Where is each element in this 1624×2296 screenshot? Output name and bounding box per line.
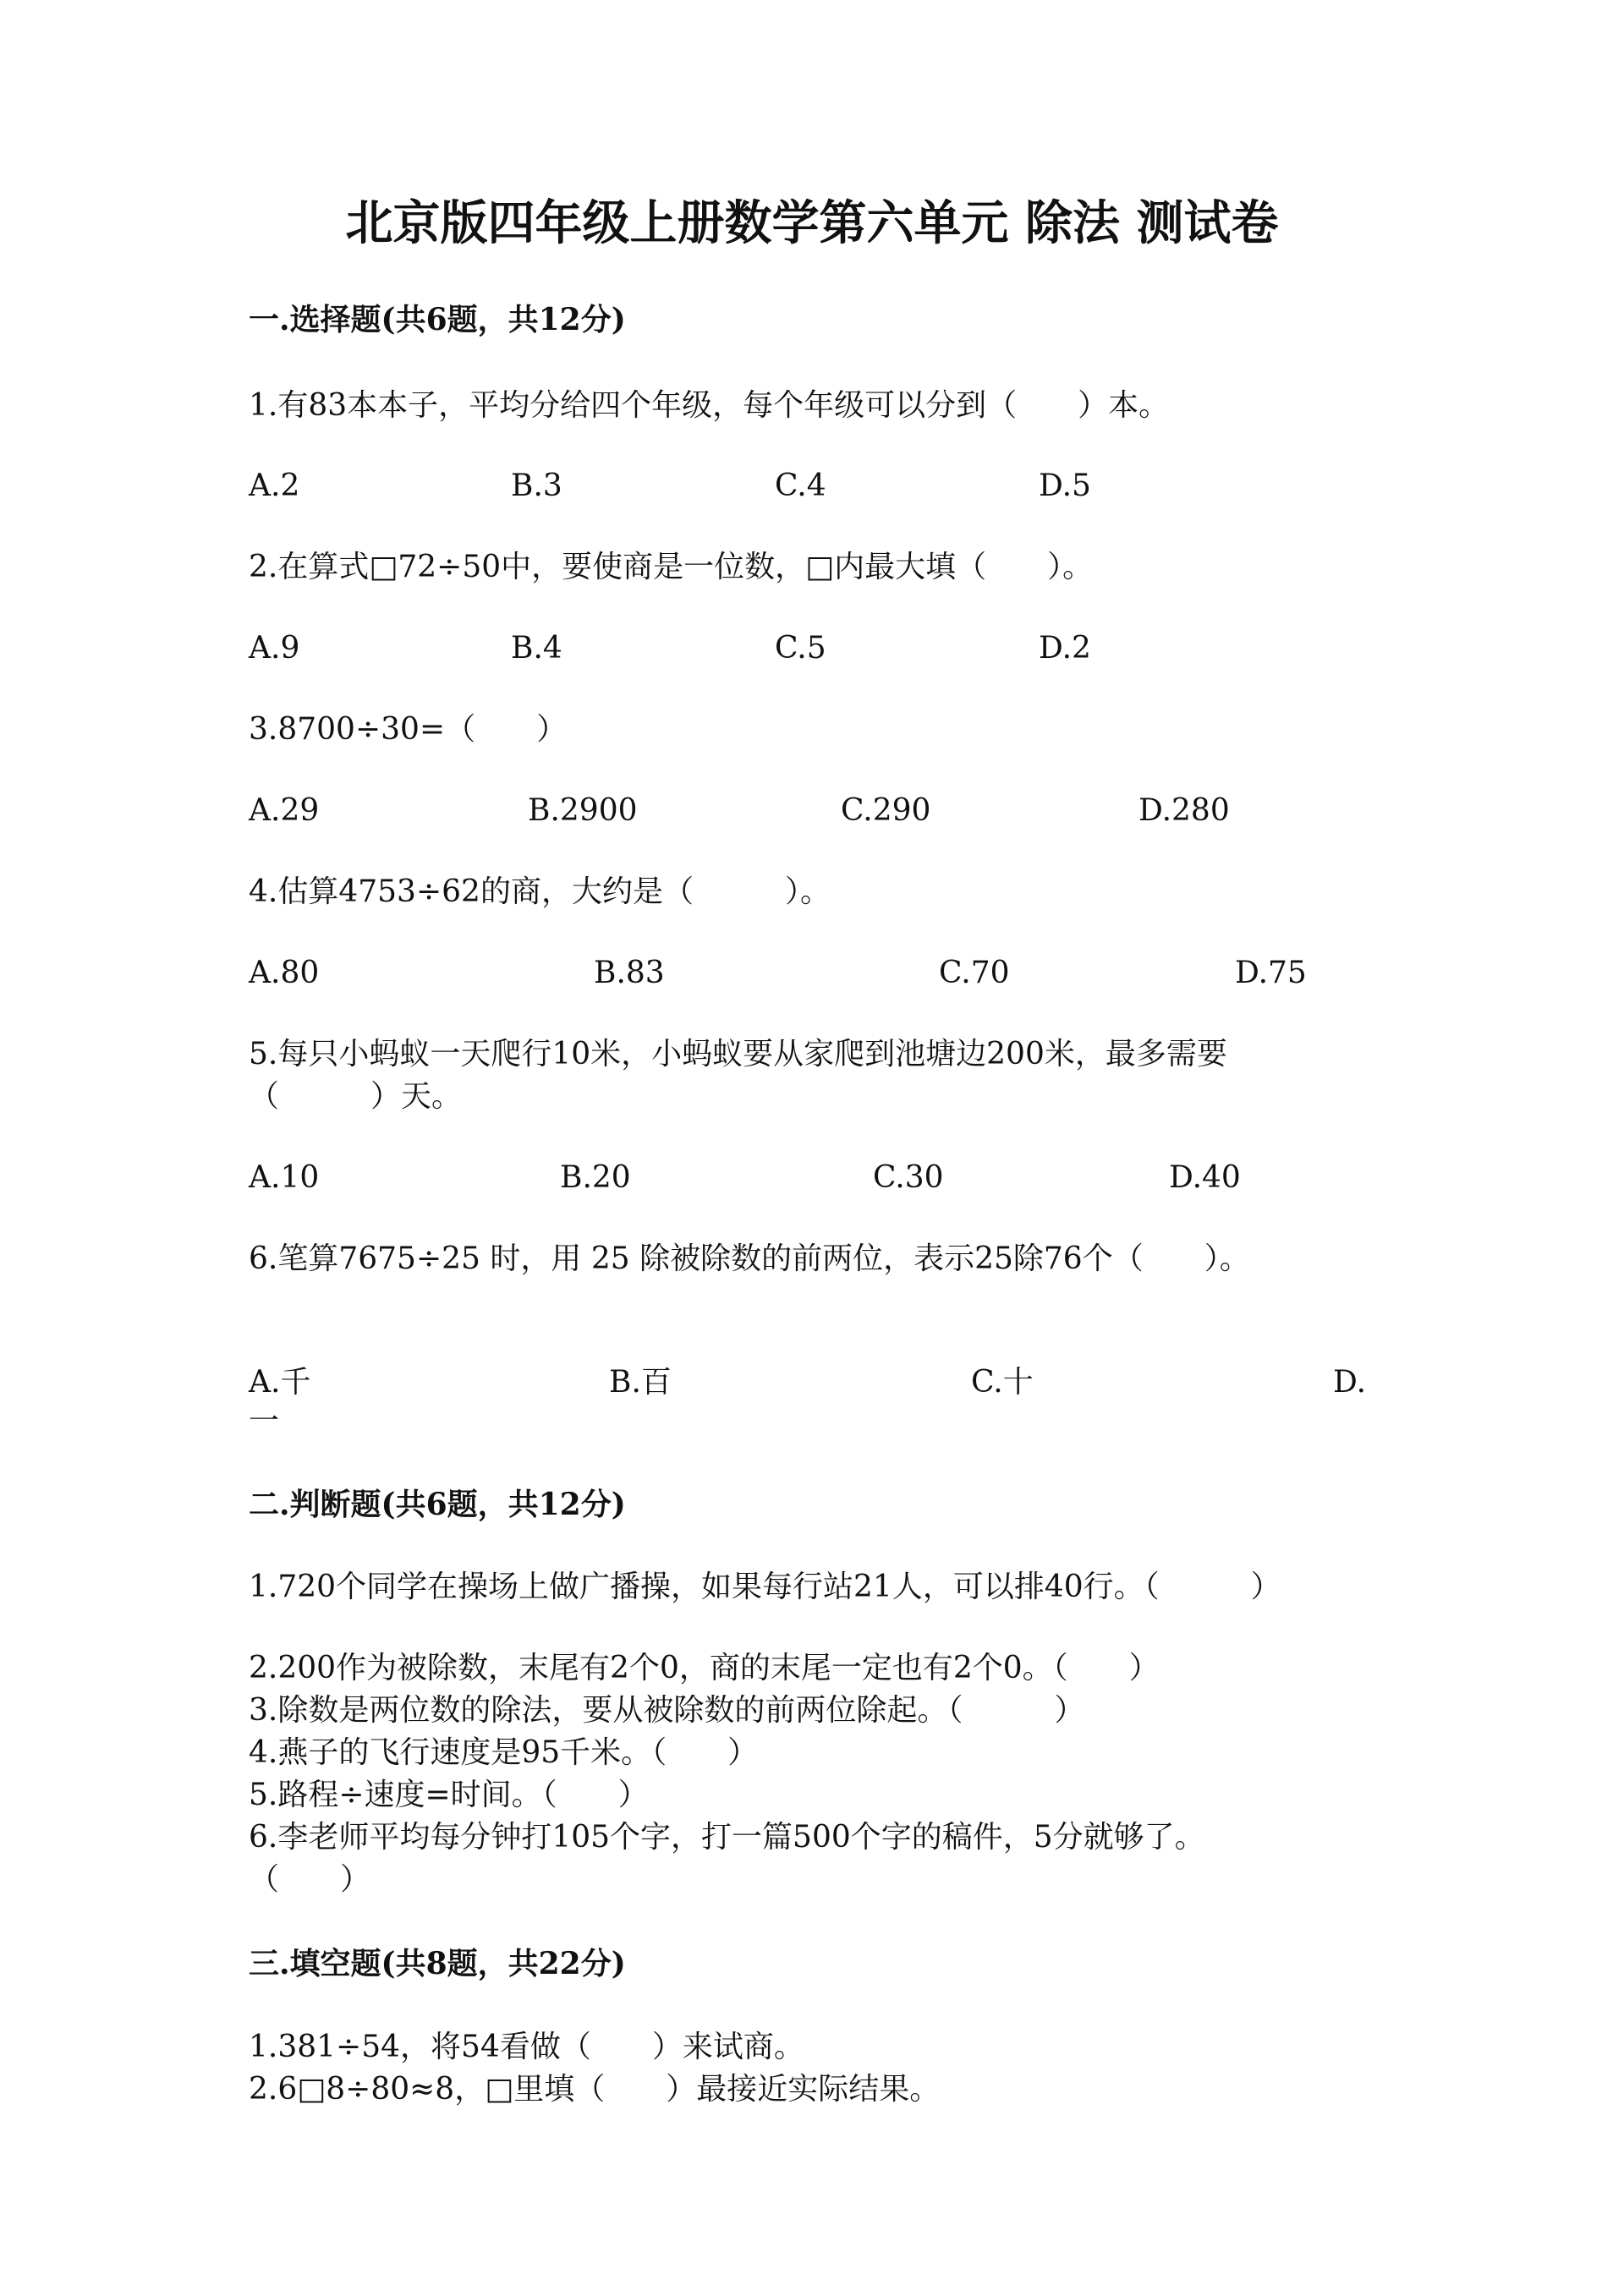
option-1-4-a: A.80: [249, 956, 320, 990]
option-1-5-d: D.40: [1169, 1160, 1241, 1195]
option-1-4-d: D.75: [1235, 956, 1307, 990]
question-1-4: 4.估算4753÷62的商，大约是（ ）。: [249, 874, 831, 909]
option-1-5-b: B.20: [560, 1160, 631, 1195]
option-1-2-a: A.9: [249, 631, 300, 666]
option-1-3-d: D.280: [1138, 793, 1230, 828]
section-heading-fill: 三.填空题(共8题，共22分): [249, 1946, 626, 1981]
question-2-6-line2: （ ）: [249, 1862, 371, 1897]
question-3-2: 2.6□8÷80≈8，□里填（ ）最接近实际结果。: [249, 2072, 941, 2107]
question-2-6-line1: 6.李老师平均每分钟打105个字，打一篇500个字的稿件，5分就够了。: [249, 1820, 1205, 1855]
question-1-5-line1: 5.每只小蚂蚁一天爬行10米，小蚂蚁要从家爬到池塘边200米，最多需要: [249, 1037, 1227, 1071]
section-heading-judge: 二.判断题(共6题，共12分): [249, 1487, 626, 1522]
option-1-3-a: A.29: [249, 793, 320, 828]
option-1-2-c: C.5: [775, 631, 826, 666]
question-2-5: 5.路程÷速度=时间。（ ）: [249, 1778, 649, 1812]
option-1-1-b: B.3: [511, 469, 562, 503]
section-heading-choice: 一.选择题(共6题，共12分): [249, 302, 626, 337]
question-1-5-line2: （ ）天。: [249, 1079, 463, 1114]
question-1-3: 3.8700÷30=（ ）: [249, 712, 568, 747]
option-1-2-d: D.2: [1039, 631, 1091, 666]
option-1-2-b: B.4: [511, 631, 562, 666]
option-1-3-c: C.290: [841, 793, 931, 828]
option-1-5-c: C.30: [873, 1160, 944, 1195]
option-1-1-a: A.2: [249, 469, 300, 503]
option-1-6-c: C.十: [971, 1365, 1034, 1400]
question-1-6: 6.笔算7675÷25 时，用 25 除被除数的前两位，表示25除76个（ ）。: [249, 1241, 1250, 1276]
option-1-6-a: A.千: [249, 1365, 311, 1400]
option-1-1-c: C.4: [775, 469, 826, 503]
option-1-1-d: D.5: [1039, 469, 1091, 503]
question-2-1: 1.720个同学在操场上做广播操，如果每行站21人，可以排40行。（ ）: [249, 1570, 1281, 1604]
page-title: 北京版四年级上册数学第六单元 除法 测试卷: [345, 195, 1279, 251]
option-1-4-c: C.70: [939, 956, 1010, 990]
option-1-4-b: B.83: [594, 956, 665, 990]
question-2-4: 4.燕子的飞行速度是95千米。（ ）: [249, 1735, 759, 1770]
option-1-3-b: B.2900: [528, 793, 638, 828]
question-2-2: 2.200作为被除数，末尾有2个0，商的末尾一定也有2个0。（ ）: [249, 1651, 1160, 1685]
question-1-1: 1.有83本本子，平均分给四个年级，每个年级可以分到（ ）本。: [249, 388, 1170, 423]
question-2-3: 3.除数是两位数的除法，要从被除数的前两位除起。（ ）: [249, 1693, 1085, 1728]
option-1-6-d: D.: [1333, 1365, 1367, 1400]
option-1-5-a: A.10: [249, 1160, 320, 1195]
question-1-2: 2.在算式□72÷50中，要使商是一位数，□内最大填（ ）。: [249, 550, 1094, 584]
option-1-6-b: B.百: [609, 1365, 672, 1400]
question-3-1: 1.381÷54，将54看做（ ）来试商。: [249, 2030, 804, 2064]
option-1-6-d-wrap: 一: [249, 1404, 280, 1438]
